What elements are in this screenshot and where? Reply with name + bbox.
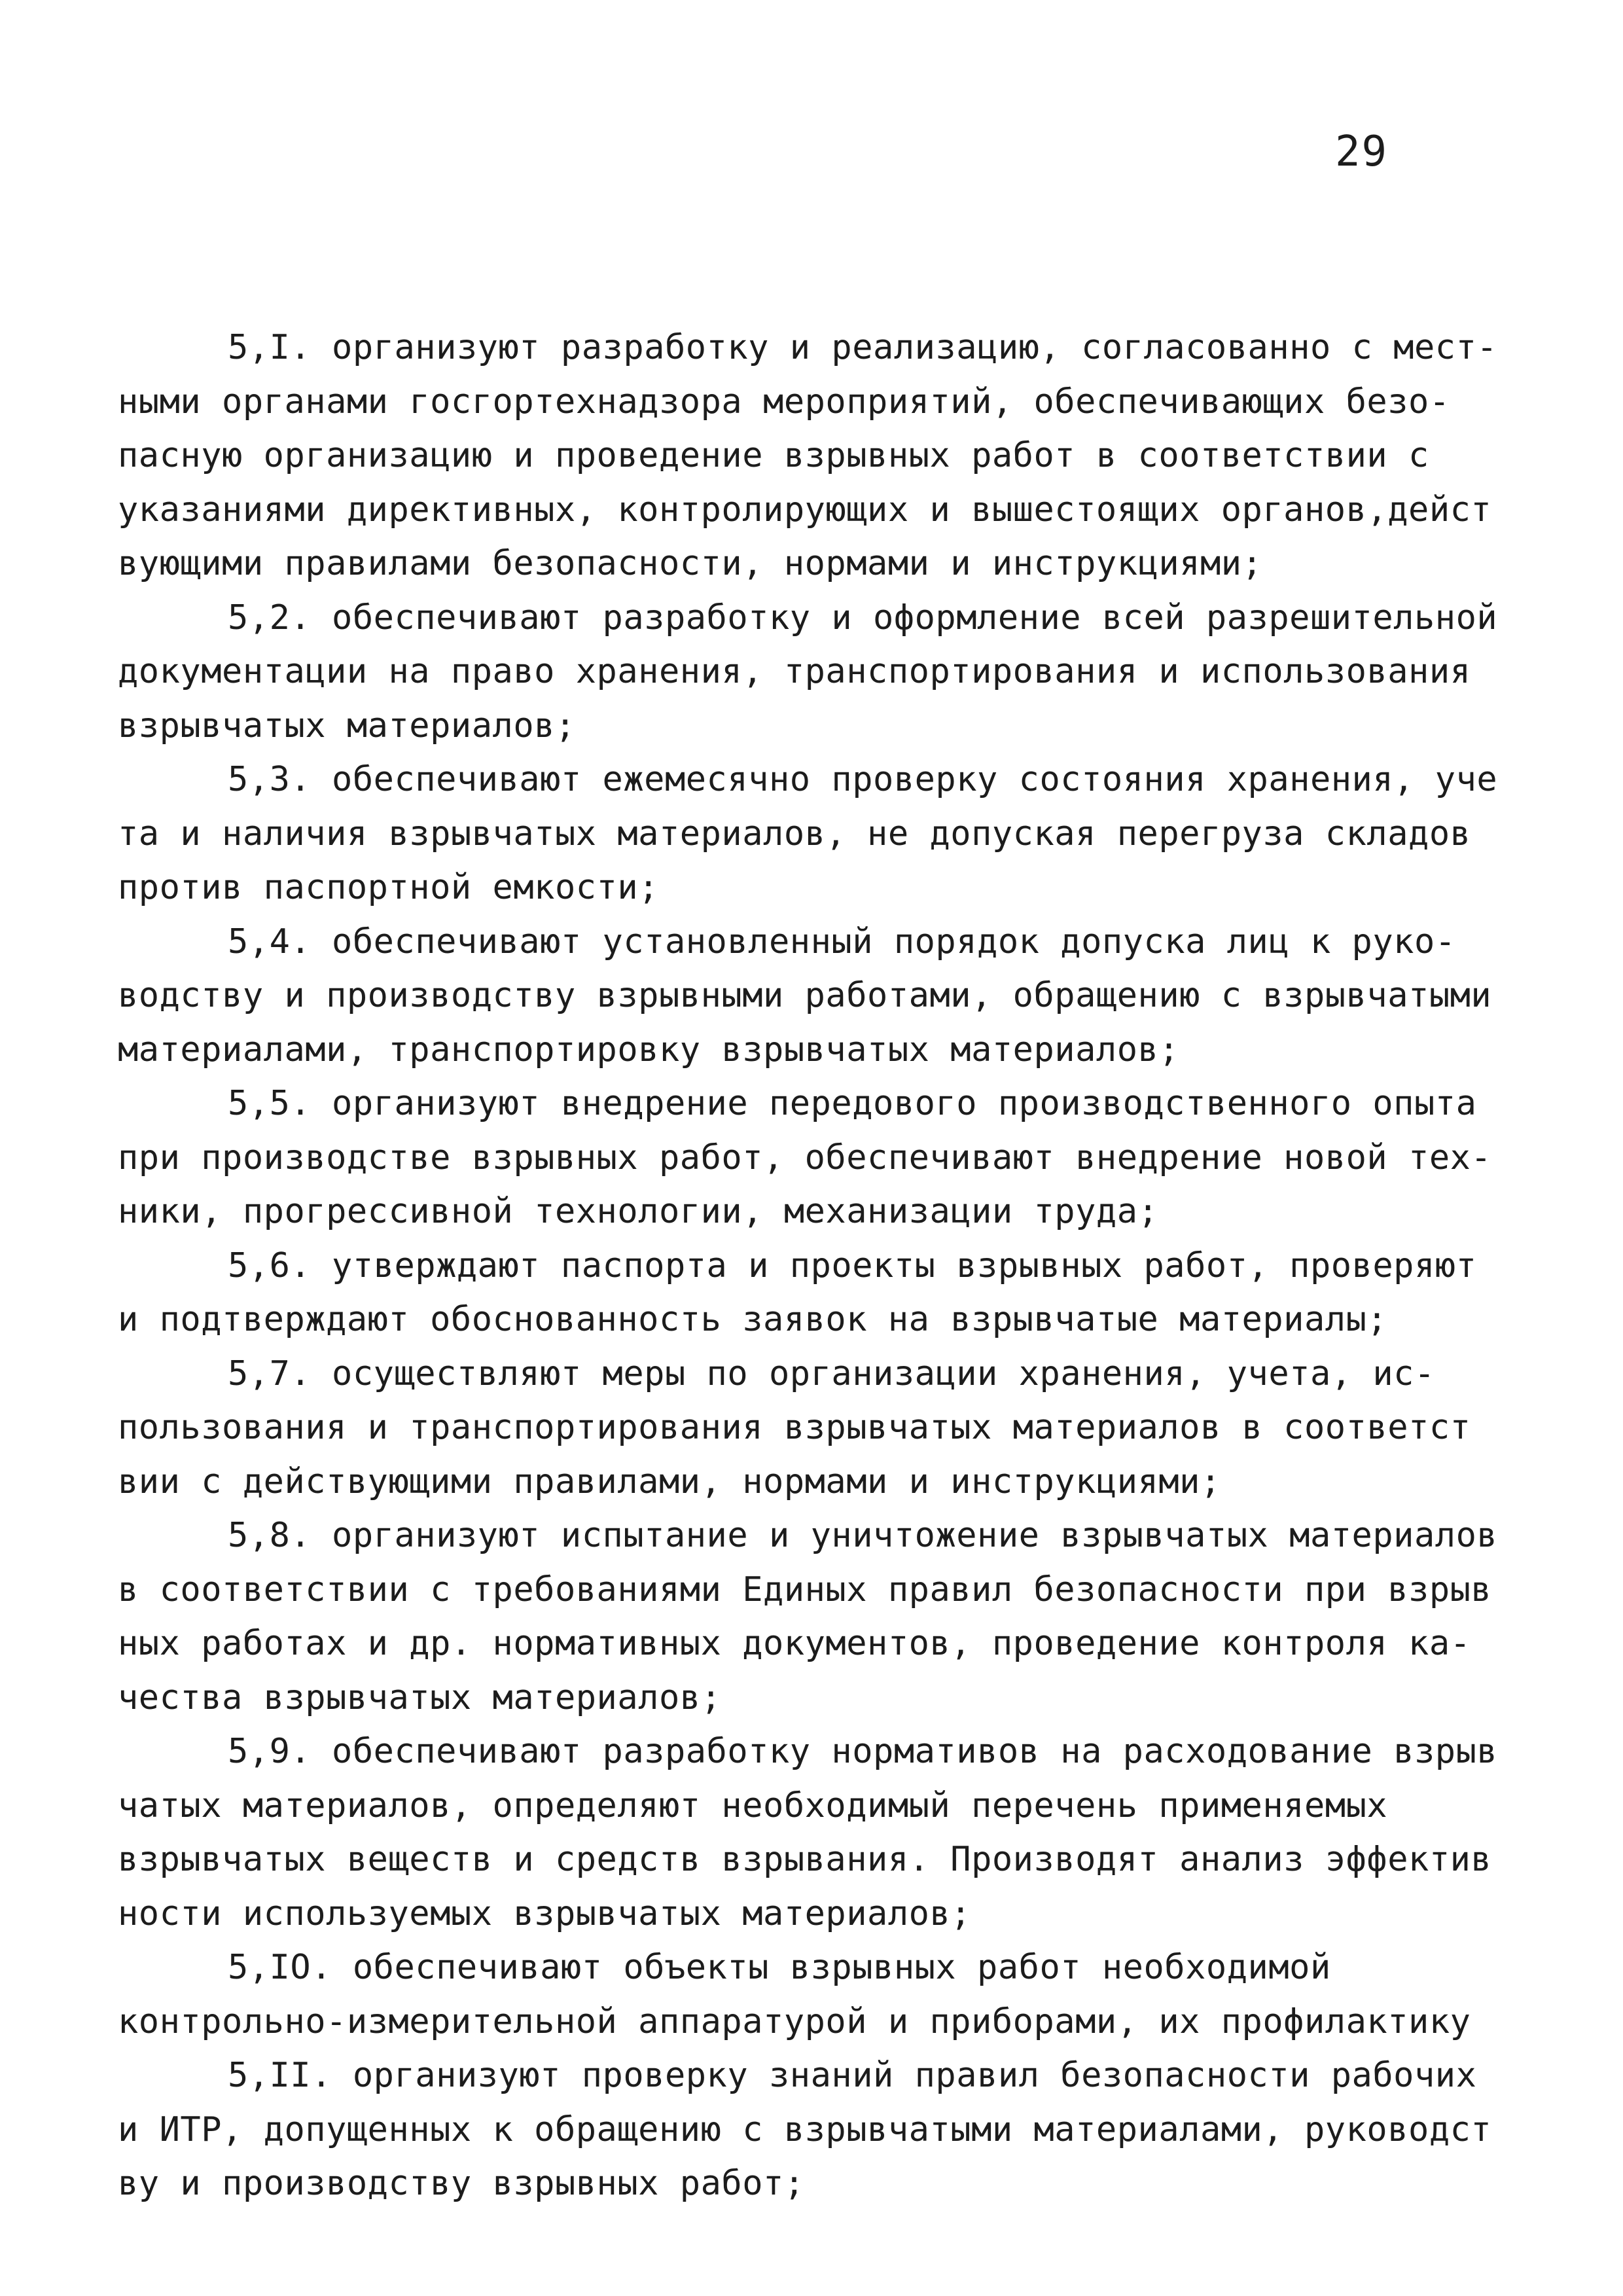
text-line: чества взрывчатых материалов;: [118, 1677, 722, 1717]
text-line: 5,8. организуют испытание и уничтожение взрывчатых материалов: [228, 1516, 1498, 1555]
text-line: 5,I. организуют разработку и реализацию, согласованно с мест-: [228, 328, 1498, 367]
text-line: 5,4. обеспечивают установленный порядок допуска лиц к руко-: [228, 922, 1456, 961]
text-line: взрывчатых материалов;: [118, 706, 576, 745]
list-item: [118, 321, 1531, 591]
text-line: в соответствии с требованиями Единых правил безопасности при взрыв: [118, 1570, 1492, 1609]
text-line: вии с действующими правилами, нормами и инструкциями;: [118, 1462, 1221, 1501]
page-number: 29: [1335, 128, 1389, 176]
text-line: пользования и транспортирования взрывчатых материалов в соответст: [118, 1408, 1471, 1447]
text-line: ными органами госгортехнадзора мероприятий, обеспечивающих безо-: [118, 382, 1450, 422]
list-item: [118, 753, 1531, 915]
list-item: [118, 1239, 1531, 1347]
text-line: ности используемых взрывчатых материалов;: [118, 1893, 972, 1933]
list-item: [118, 1725, 1531, 1941]
text-line: при производстве взрывных работ, обеспечивают внедрение новой тех-: [118, 1138, 1492, 1177]
text-line: контрольно-измерительной аппаратурой и приборами, их профилактику: [118, 2001, 1471, 2041]
text-line: взрывчатых веществ и средств взрывания. Производят анализ эффектив: [118, 1840, 1492, 1879]
text-line: и ИТР, допущенных к обращению с взрывчатыми материалами, руководст: [118, 2109, 1492, 2149]
text-line: 5,5. организуют внедрение передового производственного опыта: [228, 1084, 1477, 1123]
text-line: ных работах и др. нормативных документов, проведение контроля ка-: [118, 1624, 1471, 1663]
list-item: [118, 915, 1531, 1077]
text-line: 5,II. организуют проверку знаний правил безопасности рабочих: [228, 2056, 1477, 2095]
list-item: [118, 591, 1531, 753]
text-line: 5,2. обеспечивают разработку и оформление всей разрешительной: [228, 598, 1498, 637]
text-line: документации на право хранения, транспортирования и использования: [118, 652, 1471, 691]
text-line: ники, прогрессивной технологии, механизации труда;: [118, 1192, 1159, 1231]
text-line: против паспортной емкости;: [118, 868, 659, 907]
list-item: [118, 1347, 1531, 1509]
text-line: 5,9. обеспечивают разработку нормативов на расходование взрыв: [228, 1732, 1498, 1771]
text-line: вующими правилами безопасности, нормами и инструкциями;: [118, 544, 1263, 583]
list-item: [118, 1077, 1531, 1239]
list-item: [118, 1941, 1531, 2049]
list-item: [118, 2049, 1531, 2211]
text-line: чатых материалов, определяют необходимый перечень применяемых: [118, 1785, 1388, 1825]
text-line: 5,7. осуществляют меры по организации хранения, учета, ис-: [228, 1354, 1435, 1393]
text-line: ву и производству взрывных работ;: [118, 2164, 805, 2203]
text-line: 5,IO. обеспечивают объекты взрывных работ необходимой: [228, 1948, 1331, 1987]
text-line: указаниями директивных, контролирующих и вышестоящих органов,дейст: [118, 490, 1492, 529]
text-line: та и наличия взрывчатых материалов, не допуская перегруза складов: [118, 814, 1471, 853]
text-line: пасную организацию и проведение взрывных работ в соответствии с: [118, 436, 1429, 475]
text-line: материалами, транспортировку взрывчатых материалов;: [118, 1030, 1180, 1069]
item-list: [118, 321, 1531, 2211]
text-line: 5,3. обеспечивают ежемесячно проверку состояния хранения, уче: [228, 760, 1498, 799]
list-item: [118, 1509, 1531, 1725]
text-line: 5,6. утверждают паспорта и проекты взрывных работ, проверяют: [228, 1246, 1477, 1285]
text-line: и подтверждают обоснованность заявок на взрывчатые материалы;: [118, 1300, 1388, 1339]
text-line: водству и производству взрывными работами, обращению с взрывчатыми: [118, 976, 1492, 1015]
